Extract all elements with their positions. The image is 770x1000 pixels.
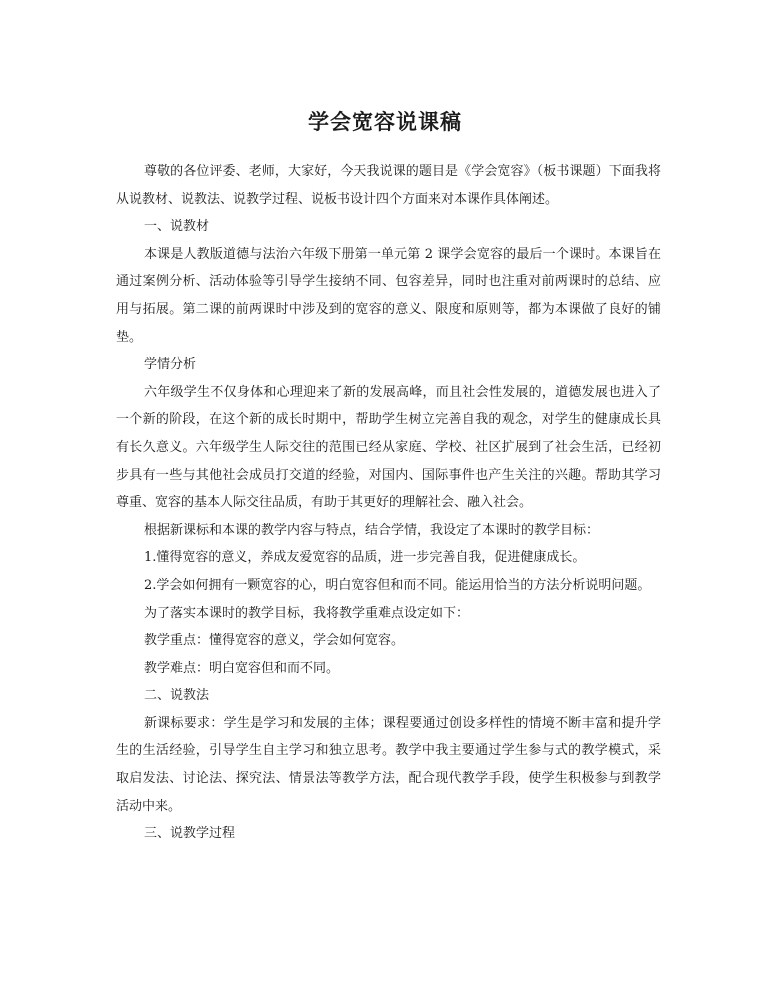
- paragraph-key-points-intro: 为了落实本课时的教学目标，我将教学重难点设定如下：: [144, 605, 470, 621]
- section-heading-textbook: 一、说教材: [144, 219, 210, 235]
- paragraph-goals-intro: 根据新课标和本课的教学内容与特点，结合学情，我设定了本课时的教学目标：: [144, 522, 600, 538]
- paragraph-opening: 尊敬的各位评委、老师，大家好，今天我说课的题目是《学会宽容》（板书课题）下面我将从说教材、说教法、说教学过程、说板书设计四个方面来对本课作具体阐述。: [116, 164, 661, 207]
- paragraph-textbook: 本课是人教版道德与法治六年级下册第一单元第 2 课学会宽容的最后一个课时。本课旨在通过案例分析、活动体验等引导学生接纳不同、包容差异，同时也注重对前两课时的总结、应用与拓展。第二课的前两课时中涉及到的宽容的意义、限度和原则等，都为本课做了良好的铺垫。: [116, 246, 661, 345]
- section-heading-teaching-method: 二、说教法: [144, 688, 210, 704]
- section-heading-teaching-process: 三、说教学过程: [144, 826, 236, 842]
- paragraph-student-analysis: 六年级学生不仅身体和心理迎来了新的发展高峰，而且社会性发展的，道德发展也进入了一个新的阶段，在这个新的成长时期中，帮助学生树立完善自我的观念，对学生的健康成长具有长久意义。六年级学生人际交往的范围已经从家庭、学校、社区扩展到了社会生活，已经初步具有一些与其他社会成员打交道的经验，对国内、国际事件也产生关注的兴趣。帮助其学习尊重、宽容的基本人际交往品质，有助于其更好的理解社会、融入社会。: [116, 384, 661, 511]
- section-heading-student-analysis: 学情分析: [144, 357, 197, 373]
- paragraph-goal-2: 2.学会如何拥有一颗宽容的心，明白宽容但和而不同。能运用恰当的方法分析说明问题。: [144, 577, 651, 593]
- document-body: [116, 158, 661, 848]
- paragraph-difficult-point: 教学难点：明白宽容但和而不同。: [144, 660, 340, 676]
- paragraph-key-point: 教学重点：懂得宽容的意义，学会如何宽容。: [144, 633, 405, 649]
- paragraph-goal-1: 1.懂得宽容的意义，养成友爱宽容的品质，进一步完善自我，促进健康成长。: [144, 550, 586, 566]
- paragraph-teaching-method: 新课标要求：学生是学习和发展的主体；课程要通过创设多样性的情境不断丰富和提升学生的生活经验，引导学生自主学习和独立思考。教学中我主要通过学生参与式的教学模式，采取启发法、讨论法、探究法、情景法等教学方法，配合现代教学手段，使学生积极参与到教学活动中来。: [116, 715, 661, 814]
- document-title: 学会宽容说课稿: [308, 110, 462, 134]
